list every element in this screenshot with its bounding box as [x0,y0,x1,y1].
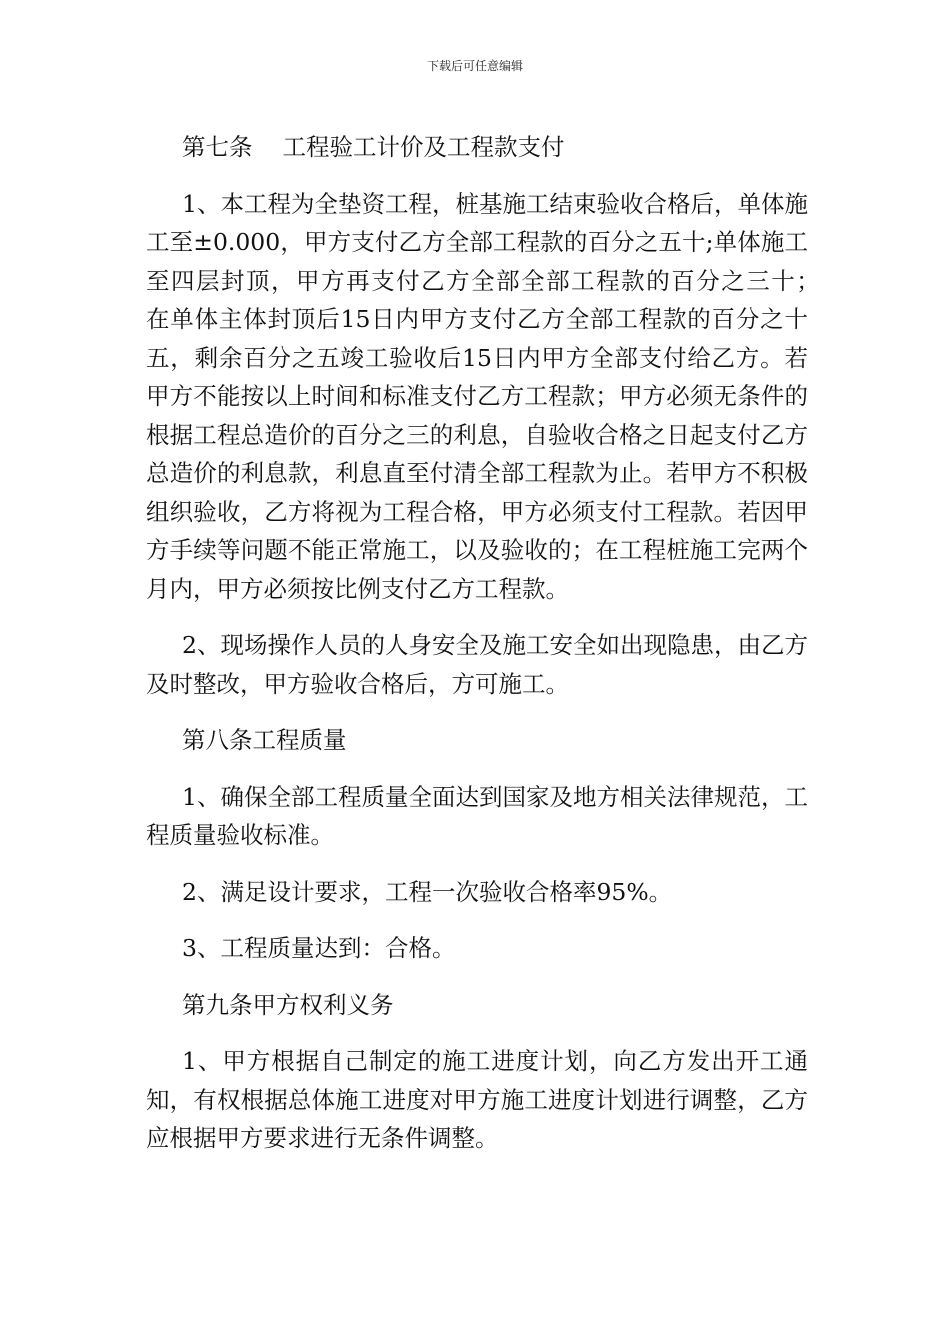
article-8-clause-2: 2、满足设计要求，工程一次验收合格率95%。 [182,877,673,906]
article-7-clause-2: 2、现场操作人员的人身安全及施工安全如出现隐患，由乙方及时整改，甲方验收合格后，方可施工。 [146,631,808,698]
article-8-clause-3: 3、工程质量达到：合格。 [182,934,456,962]
document-body [146,128,832,1176]
page-header: 下载后可任意编辑 [426,59,523,73]
article-7-label: 第七条 [182,133,253,161]
article-9-clause-1: 1、甲方根据自己制定的施工进度计划，向乙方发出开工通知，有权根据总体施工进度对甲方施工进度计划进行调整，乙方应根据甲方要求进行无条件调整。 [146,1047,808,1152]
article-7-heading [146,128,808,167]
article-8-heading: 第八条工程质量 [182,726,347,754]
article-7-title: 工程验工计价及工程款支付 [282,133,565,161]
article-9-heading: 第九条甲方权利义务 [182,990,394,1019]
article-7-clause-1: 1、本工程为全垫资工程，桩基施工结束验收合格后，单体施工至±0.000，甲方支付乙方全部工程款的百分之五十;单体施工至四层封顶，甲方再支付乙方全部全部工程款的百分之三十； 在单体主体封顶后15日内甲方支付乙方全部工程款的百分之十五，剩余百分之五竣工验收后15日内甲方全部支付给乙方。若甲方不能按以上时间和标准支付乙方工程款；甲方必须无条件的根据工程总造价的百分之三的利息，自验收合格之日起支付乙方总造价的利息款，利息直至付清全部工程款为止。若甲方不积极组织验收，乙方将视为工程合格，甲方必须支付工程款。若因甲方手续等问题不能正常施工，以及验收的；在工程桩施工完两个月内，甲方必须按比例支付乙方工程款。 [146,189,832,603]
article-8-clause-1: 1、确保全部工程质量全面达到国家及地方相关法律规范，工程质量验收标准。 [146,782,808,849]
